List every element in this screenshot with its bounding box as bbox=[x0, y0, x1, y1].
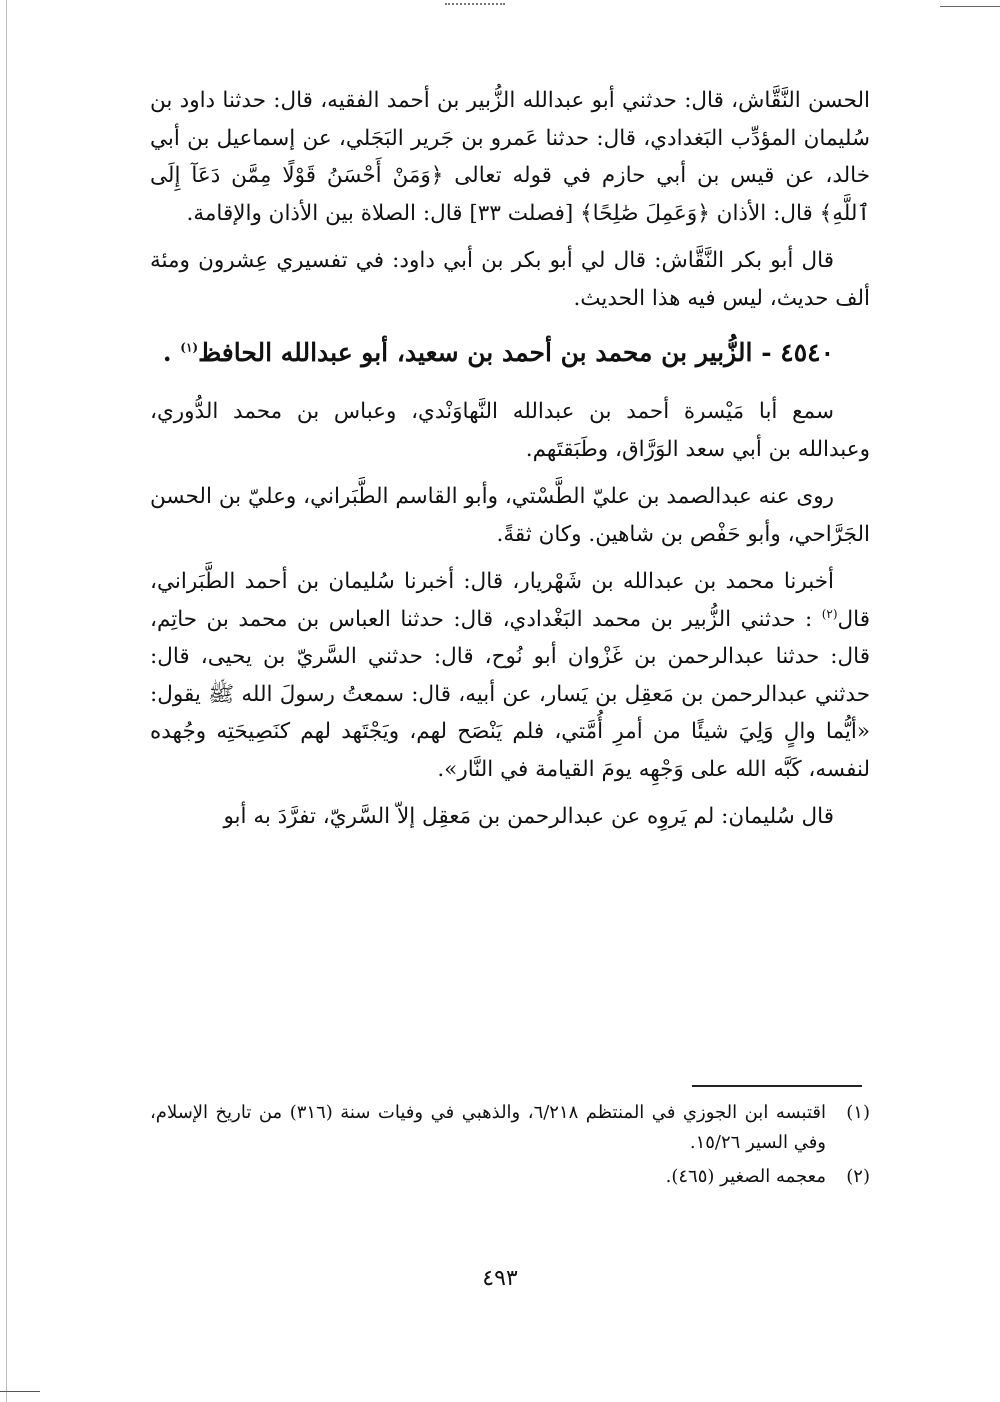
footnotes bbox=[150, 1098, 870, 1196]
paragraph: قال أبو بكر النَّقَّاش: قال لي أبو بكر بن أبي داود: في تفسيري عِشرون ومئة ألف حديث، ليس فيه هذا الحديث. bbox=[150, 248, 870, 311]
footnote-text: معجمه الصغير (٤٦٥). bbox=[665, 1166, 826, 1187]
scan-edge bbox=[6, 0, 7, 1402]
footnote-number: (٢) bbox=[846, 1166, 870, 1187]
footnote-divider bbox=[692, 1085, 862, 1087]
paragraph: قال سُليمان: لم يَروِه عن عبدالرحمن بن مَعقِل إلاّ السَّريّ، تفرَّدَ به أبو bbox=[223, 804, 834, 829]
footnote-ref[interactable]: (٢) bbox=[821, 606, 838, 621]
page-number: ٤٩٣ bbox=[482, 1266, 518, 1291]
scan-bottom-line bbox=[0, 1391, 40, 1392]
footnote-ref[interactable]: (١) bbox=[180, 340, 199, 355]
footnote bbox=[150, 1162, 870, 1192]
entry-heading-end: . bbox=[162, 338, 181, 367]
paragraph-text: : حدثني الزُّبير بن محمد البَغْدادي، قال: حدثنا العباس بن محمد بن حاتِم، قال: حدثنا عبدالرحمن بن غَزْوان أبو نُوح، قال: حدثني السَّريّ بن يحيى، قال: حدثني عبدالرحمن بن مَعقِل بن يَسار، عن أبيه، قال: سمعتُ رسولَ الله ﷺ يقول: «أيُّما والٍ وَلِيَ شيئًا من أمرِ أُمَّتي، فلم يَنْصَح لهم، ويَجْتَهد لهم كنَصِيحَتِه وجُهده لنفسه، كَبَّه الله على وَجْهِه يومَ القيامة في النَّار». bbox=[150, 606, 870, 782]
footnote-text: اقتبسه ابن الجوزي في المنتظم ٦/٢١٨، والذهبي في وفيات سنة (٣١٦) من تاريخ الإسلام، وفي السير ١٥/٢٦. bbox=[150, 1102, 826, 1153]
entry-heading bbox=[150, 327, 870, 379]
paragraph: روى عنه عبدالصمد بن عليّ الطَّسْتي، وأبو القاسم الطَّبَراني، وعليّ بن الحسن الجَرَّاحي، وأبو حَفْص بن شاهين. وكان ثقةً. bbox=[150, 484, 870, 547]
scan-top-line bbox=[940, 6, 1000, 7]
footnote bbox=[150, 1098, 870, 1158]
hadith-paragraph bbox=[150, 563, 870, 788]
paragraph: سمع أبا مَيْسرة أحمد بن عبدالله النَّهاوَنْدي، وعباس بن محمد الدُّوري، وعبدالله بن أبي سعد الوَرَّاق، وطَبَقتَهم. bbox=[150, 399, 870, 462]
footnote-number: (١) bbox=[846, 1102, 870, 1123]
paragraph-text: أخبرنا محمد بن عبدالله بن شَهْريار، قال: أخبرنا سُليمان بن أحمد الطَّبَراني، قال bbox=[150, 569, 870, 632]
entry-heading-text: ٤٥٤٠ - الزُّبير بن محمد بن أحمد بن سعيد، أبو عبدالله الحافظ bbox=[198, 338, 834, 367]
paragraph: الحسن النَّقَّاش، قال: حدثني أبو عبدالله الزُّبير بن أحمد الفقيه، قال: حدثنا داود بن سُليمان المؤدِّب البَغدادي، قال: حدثنا عَمرو بن جَرير البَجَلي، عن إسماعيل بن أبي خالد، عن قيس بن أبي حازم في قوله تعالى ﴿وَمَنْ أَحْسَنُ قَوْلًا مِمَّن دَعَآ إِلَى ٱللَّهِ﴾ قال: الأذان ﴿وَعَمِلَ صَٰلِحًا﴾ [فصلت ٣٣] قال: الصلاة بين الأذان والإقامة. bbox=[150, 88, 870, 226]
main-text bbox=[150, 82, 870, 846]
scan-top-dots bbox=[445, 0, 505, 5]
